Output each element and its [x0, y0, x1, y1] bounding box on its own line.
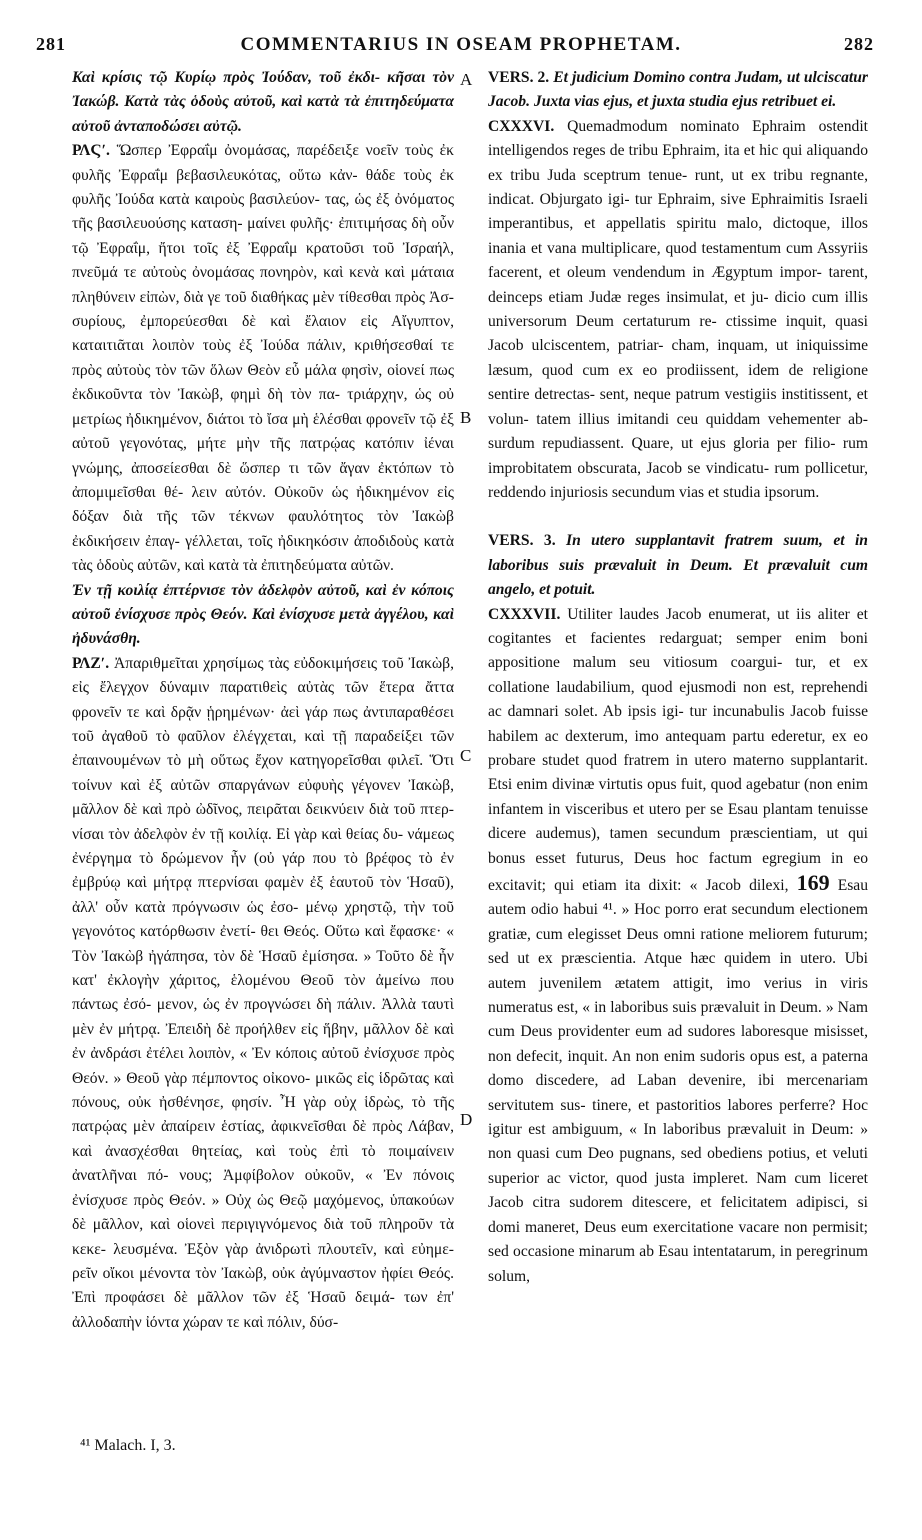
section-text: Ὥσπερ Ἐφραΐμ ὀνομάσας, παρέδειξε νοεῖν τοὺς ἐκ φυλῆς Ἐφραΐμ βεβασιλευκότας, οὕτω κἀν- θάδε τοὺς ἐκ φυλῆς Ἰούδα κατὰ καιροὺς βασιλεύον- τας, ὡς ἐξ ὀνόματος τῆς βασιλευούσης καταση- μαίνει φυλῆς· ἐπιτιμήσας δὴ οὖν τῷ Ἐφραΐμ, ἤτοι τοῖς ἐξ Ἐφραΐμ κρατοῦσι τοῦ Ἰσραήλ, πνεῦμά τε αὐτοὺς ὀνομάσας πονηρὸν, καὶ κενὰ καὶ μάταια πληθύνειν εἰπὼν, διὰ γε τοῦ διαθήκας μὲν τίθεσθαι πρὸς Ἀσ- συρίους, ἐμπορεύεσθαι δὲ καὶ ἔλαιον εἰς Αἴγυπτον, καταιτιᾶται λοιπὸν τοὺς ἐξ Ἰούδα πάλιν, κριθήσεσθαί τε πρὸς αὐτοὺς τὸν τῶν ὅλων Θεὸν εὖ μάλα φησὶν, οἱονεί πως ἐκδικοῦντα τὸν Ἰακὼβ, φημὶ δὴ τὸν πα- τριάρχην, ὡς οὐ μετρίως ἠδικημένον, διάτοι τὸ ἴσα μὴ ἑλέσθαι φρονεῖν τῷ ἐξ αὐτοῦ γεγονότας, μήτε μὴν τῆς πατρῴας κατόπιν ἰέναι γνώμης, ἀποσείεσθαι δὲ ὥσπερ τι τῶν ἄγαν ἐκτόπων τὸ ἀπομιμεῖσθαι θέ- λειν αὐτόν. Οὐκοῦν ὡς ἠδικημένον εἰς δόξαν διὰ τῆς τῶν τέκνων φαυλότητος τὸν Ἰακὼβ ἐκδικήσειν ἐπαγ- γέλλεται, τοῖς ἠδικηκόσιν ἀποδιδοὺς κατὰ τὰς ὁδοὺς αὐτῶν, καὶ κατὰ τὰ ἐπιτηδεύματα αὐτῶν. — [72, 142, 454, 575]
lemma-text: Et judicium Domino contra Judam, ut ulciscatur Jacob. Juxta vias ejus, et juxta studia ejus retribuet ei. — [488, 69, 868, 111]
section-number: CXXXVI. — [488, 117, 555, 135]
greek-column — [72, 66, 454, 1335]
latin-lemma-2 — [488, 529, 868, 602]
latin-section-136 — [488, 115, 868, 506]
greek-section-136 — [72, 139, 454, 578]
section-number: ΡΛϚʹ. — [72, 142, 110, 160]
running-header — [0, 34, 922, 60]
page-number-left: 281 — [36, 34, 66, 54]
margin-letter-d: D — [460, 1110, 473, 1129]
latin-section-137 — [488, 603, 868, 1289]
section-number: CXXXVII. — [488, 605, 561, 623]
greek-lemma-1: Καὶ κρίσις τῷ Κυρίῳ πρὸς Ἰούδαν, τοῦ ἐκδι- κῆσαι τὸν Ἰακώβ. Κατὰ τὰς ὁδοὺς αὐτοῦ, καὶ κατὰ τὰ ἐπιτηδεύματα αὐτοῦ ἀνταποδώσει αὐτῷ. — [72, 69, 454, 135]
verse-label: VERS. 3. — [488, 532, 556, 550]
section-text: Ἀπαριθμεῖται χρησίμως τὰς εὐδοκιμήσεις τοῦ Ἰακὼβ, εἰς ἔλεγχον δύναμιν παρατιθεὶς αὐτὰς τῶν ἕτερα ἄττα φρονεῖν τε καὶ δρᾷν ᾑρημένων· ἀεὶ γάρ πως ἀντιπαραθέσει τοῦ ἀγαθοῦ τὸ φαῦλον ἐλέγχεται, καὶ τῇ παραδείξει τῶν ἐπαινουμένων τὸ μὴ οὕτως ἔχον κατηγορεῖσθαι φιλεῖ. Ὅτι τοίνυν καὶ ἐξ αὐτῶν σπαργάνων εὐφυὴς γέγονεν Ἰακὼβ, μᾶλλον δὲ καὶ πρὸ ὠδῖνος, πειρᾶται δεικνύειν διὰ τοῦ πτερ- νίσαι τὸν ἀδελφὸν ἐν τῇ κοιλίᾳ. Εἰ γὰρ καὶ θείας δυ- νάμεως ἐνέργημα τὸ δρώμενον ἦν (οὐ γάρ που τὸ βρέφος τὸ ἐν ἐμβρύῳ καὶ μήτρᾳ πτερνίσαι φαμὲν ἐξ ἑαυτοῦ τὸν Ἡσαῦ), ἀλλ' οὖν κατὰ πρόγνωσιν ὡς ἐσο- μένῳ χρηστῷ, τὴν τοῦ γεγονότος κατόρθωσιν ἐνετί- θει Θεός. Οὕτω καὶ ἔφασκε· « Τὸν Ἰακὼβ ἠγάπησα, τὸν δὲ Ἡσαῦ ἐμίσησα. » Τοῦτο δὲ ἦν κατ' ἐκλογὴν χάριτος, ἑλομένου Θεοῦ τὸν ἀμείνω που πάντως ἐσό- μενον, ὡς ἐν προγνώσει δὴ πάλιν. Ἀλλὰ ταυτὶ μὲν ἐν μήτρᾳ. Ἐπειδὴ δὲ προήλθεν εἰς ἥβην, μᾶλλον δὲ καὶ ἐν ἀνδράσι ἐτέλει λοιπὸν, « Ἐν κόποις αὐτοῦ ἐνίσχυσε πρὸς Θεόν. » Θεοῦ γὰρ πέμποντος οἰκονο- μικῶς εἰς ἱδρῶτας καὶ πόνους, οὐκ ἠσθένησε, φησίν. Ἦ γὰρ οὐχ ἱδρὼς, τὸ τῆς πατρῴας μὲν ἀπαίρειν ἑστίας, ἀφικνεῖσθαι δὲ πρὸς Λάβαν, καὶ ἀνασχέσθαι θητείας, καὶ τοὺς ἐπὶ τὸ ποιμαίνειν ἀνατλῆναι πό- νους; Ἀμφίβολον οὐκοῦν, « Ἐν πόνοις ἐνίσχυσε πρὸς Θεόν. » Οὐχ ὡς Θεῷ μαχόμενος, ὑπακούων δὲ μᾶλλον, καὶ οἱονεὶ περιγιγνόμενος διὰ τοῦ πληροῦν τὰ κεκε- λευσμένα. Ἐξὸν γὰρ ἀνιδρωτὶ πλουτεῖν, καὶ εὐημε- ρεῖν οἴκοι μένοντα τὸν Ἰακὼβ, οὐκ ἀγύμναστον ἠφίει Θεός. Ἐπὶ προφάσει δὲ μᾶλλον τῶν ἐξ Ἡσαῦ δειμά- των ἐπ' ἀλλοδαπὴν ἰόντα χώραν τε καὶ πόλιν, δύσ- — [72, 654, 454, 1331]
section-text: Utiliter laudes Jacob enumerat, ut iis aliter et cogitantes et facientes redarguat; semper enim boni appositione malum seu vitiosum coargui- tur, et ex collatione laudabilium, quod ejusmodi non est, reprehendi ac damnari solet. Ab ipsis igi- tur incunabulis Jacob fuisse habilem ac dexterum, imo antequam partu ederetur, ex eo probare studet quod fratrem in utero materno supplantarit. Etsi enim divinæ virtutis opus fuit, quod agebatur (non enim infantem in visceribus et utero per se Esau plantam tenuisse dicere audemus), tamen secundum præscientiam, ut qui bonus esset futurus, Deus hoc factum egregium in eo excitavit; qui etiam ita dixit: « Jacob dilexi, — [488, 605, 868, 894]
page-number-right: 282 — [844, 34, 874, 54]
latin-column — [488, 66, 868, 1289]
section-text: Quemadmodum nominato Ephraim ostendit intelligendos reges de tribu Ephraim, ita et hic qui aliquando ex tribu Juda sceptrum tenue- runt, ut ex tribu regnante, indicat. Objurgato igi- tur Ephraim, sive Ephraimitis Israeli imperantibus, et appellatis spiritu malo, dictoque, illos inania et vana multiplicare, quod testamentum cum Assyriis facerent, et oleum vendendum in Ægyptum impor- tarent, deinceps etiam Judæ reges insimulat, et ju- dicio cum illis universorum Deum certaturum re- ctissime inquit, quasi Jacob ulciscentem, patriar- cham, inquam, ut iniquissime læsum, quod cum ex eo prodiissent, idem de religione sentire detrectas- sent, neque patrum vestigiis institissent, et volun- tatem illius imitandi ceu quiddam vehementer ab- surdum repudiassent. Quare, ut ejus gloria per filio- rum improbitatem obscurata, Jacob se vindicatu- rum pollicetur, reddendo injuriosis secundum vias et studia ipsorum. — [488, 117, 868, 501]
running-title: COMMENTARIUS IN OSEAM PROPHETAM. — [240, 34, 682, 55]
margin-letter-b: B — [460, 408, 472, 427]
latin-lemma-1 — [488, 66, 868, 115]
greek-section-137 — [72, 652, 454, 1335]
section-text: Esau autem odio habui ⁴¹. » Hoc porro erat secundum electionem gratiæ, cum elegisset Deus omni ratione meliorem futurum; sed ut ex præscientia. Atque hæc quidem in utero. Ubi autem juvenilem ætatem attigit, imo verius in viris numeratus est, « in laboribus suis prævaluit in Deum. » Nam cum Deus providenter eum ad sudores laboresque misisset, non defecit, inquit. An non enim sudoris opus est, a paterna domo discedere, ad Laban devenire, ibi mercenariam servitutem sus- tinere, et pastoritios labores perferre? Hoc igitur est ambiguum, « In laboribus prævaluit in Deum: » non quasi cum Deo pugnans, sed obediens potius, et veluti superior ac victor, quod justa impleret. Nam cum liceret Jacob citra sudorem ditescere, et felicitatem adipisci, si domi maneret, Deus eum exercitatione vacare non permisit; sed occasione minarum ab Esau intentatarum, in peregrinum solum, — [488, 877, 869, 1285]
footnote: ⁴¹ Malach. I, 3. — [80, 1437, 176, 1454]
section-number: ΡΛΖʹ. — [72, 654, 110, 672]
greek-lemma-2: Ἐν τῇ κοιλίᾳ ἐπτέρνισε τὸν ἀδελφὸν αὐτοῦ, καὶ ἐν κόποις αὐτοῦ ἐνίσχυσε πρὸς Θεόν. Καὶ ἐνίσχυσε μετὰ ἀγγέλου, καὶ ἠδυνάσθη. — [72, 581, 454, 648]
margin-letter-c: C — [460, 746, 472, 765]
column-number: 169 — [796, 870, 830, 895]
verse-label: VERS. 2. — [488, 69, 550, 86]
lemma-text: In utero supplantavit fratrem suum, et in laboribus suis prævaluit in Deum. Et prævaluit cum angelo, et potuit. — [488, 532, 868, 599]
margin-letter-a: A — [460, 70, 473, 89]
